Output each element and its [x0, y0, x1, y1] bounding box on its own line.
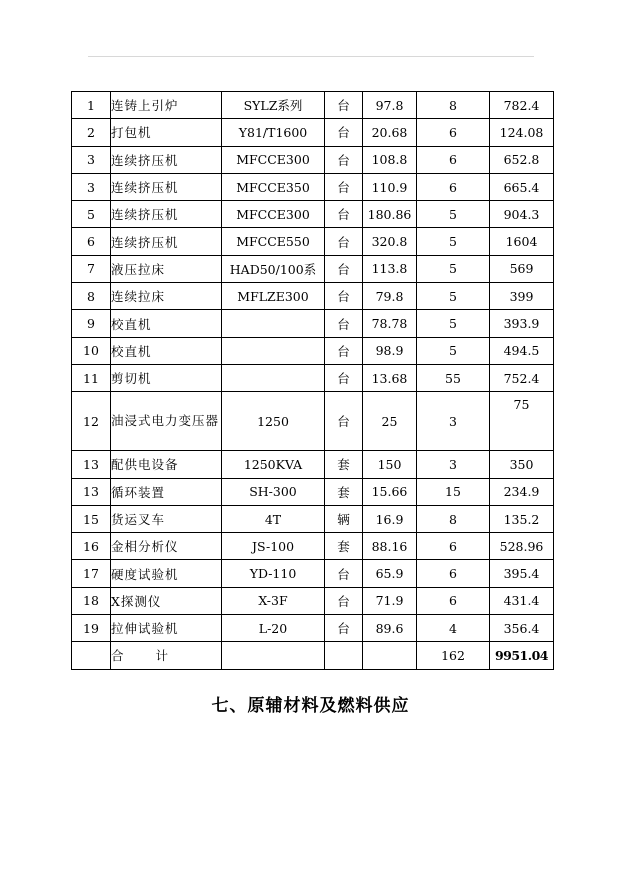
equipment-unit: 台	[325, 255, 363, 282]
equipment-model	[222, 364, 325, 391]
equipment-name: 校直机	[111, 337, 222, 364]
equipment-model: MFLZE300	[222, 283, 325, 310]
row-number: 18	[72, 587, 111, 614]
equipment-name: 金相分析仪	[111, 533, 222, 560]
table-row	[72, 587, 554, 614]
summary-row	[72, 642, 554, 669]
unit-price: 97.8	[363, 92, 417, 119]
row-number: 13	[72, 478, 111, 505]
equipment-unit: 台	[325, 337, 363, 364]
total-amount: 350	[490, 451, 554, 478]
equipment-name: 循环装置	[111, 478, 222, 505]
quantity: 6	[417, 173, 490, 200]
equipment-model: L-20	[222, 615, 325, 642]
unit-price: 88.16	[363, 533, 417, 560]
quantity: 5	[417, 310, 490, 337]
table-row	[72, 255, 554, 282]
unit-price: 78.78	[363, 310, 417, 337]
equipment-unit: 台	[325, 392, 363, 451]
table-row	[72, 283, 554, 310]
equipment-name: 打包机	[111, 119, 222, 146]
equipment-unit: 台	[325, 146, 363, 173]
row-number: 3	[72, 146, 111, 173]
total-amount: 431.4	[490, 587, 554, 614]
total-amount: 904.3	[490, 201, 554, 228]
total-amount: 782.4	[490, 92, 554, 119]
total-amount: 665.4	[490, 173, 554, 200]
quantity: 5	[417, 228, 490, 255]
unit-price: 16.9	[363, 505, 417, 532]
page-header-rule	[88, 56, 534, 57]
quantity: 6	[417, 119, 490, 146]
equipment-model: 4T	[222, 505, 325, 532]
equipment-name: X探测仪	[111, 587, 222, 614]
row-number: 5	[72, 201, 111, 228]
equipment-unit: 套	[325, 478, 363, 505]
table-row	[72, 310, 554, 337]
table-row	[72, 392, 554, 451]
table-row	[72, 533, 554, 560]
equipment-name: 配供电设备	[111, 451, 222, 478]
row-number: 19	[72, 615, 111, 642]
equipment-model: SH-300	[222, 478, 325, 505]
table-row	[72, 364, 554, 391]
total-amount: 124.08	[490, 119, 554, 146]
equipment-unit: 台	[325, 587, 363, 614]
unit-price: 25	[363, 392, 417, 451]
equipment-model: MFCCE550	[222, 228, 325, 255]
quantity: 3	[417, 451, 490, 478]
section-title: 七、原辅材料及燃料供应	[211, 696, 410, 716]
table-row	[72, 451, 554, 478]
table-row	[72, 119, 554, 146]
equipment-model: MFCCE300	[222, 146, 325, 173]
equipment-unit: 台	[325, 119, 363, 146]
row-number: 1	[72, 92, 111, 119]
quantity: 6	[417, 146, 490, 173]
equipment-unit: 台	[325, 92, 363, 119]
row-number: 7	[72, 255, 111, 282]
equipment-model: MFCCE350	[222, 173, 325, 200]
equipment-name: 连铸上引炉	[111, 92, 222, 119]
equipment-name: 拉伸试验机	[111, 615, 222, 642]
summary-blank-cell	[325, 642, 363, 669]
table-row	[72, 505, 554, 532]
equipment-unit: 台	[325, 201, 363, 228]
quantity: 4	[417, 615, 490, 642]
equipment-name: 连续挤压机	[111, 228, 222, 255]
row-number: 2	[72, 119, 111, 146]
unit-price: 20.68	[363, 119, 417, 146]
table-row	[72, 201, 554, 228]
row-number: 17	[72, 560, 111, 587]
row-number: 16	[72, 533, 111, 560]
equipment-unit: 台	[325, 283, 363, 310]
equipment-name: 连续拉床	[111, 283, 222, 310]
equipment-name: 连续挤压机	[111, 173, 222, 200]
table-row	[72, 173, 554, 200]
unit-price: 320.8	[363, 228, 417, 255]
summary-quantity: 162	[417, 642, 490, 669]
equipment-table-body	[72, 92, 554, 670]
row-number: 6	[72, 228, 111, 255]
unit-price: 110.9	[363, 173, 417, 200]
equipment-model: MFCCE300	[222, 201, 325, 228]
quantity: 5	[417, 283, 490, 310]
total-amount: 393.9	[490, 310, 554, 337]
equipment-model: X-3F	[222, 587, 325, 614]
equipment-name: 货运叉车	[111, 505, 222, 532]
unit-price: 180.86	[363, 201, 417, 228]
total-amount: 399	[490, 283, 554, 310]
table-row	[72, 478, 554, 505]
total-amount: 1604	[490, 228, 554, 255]
quantity: 6	[417, 533, 490, 560]
quantity: 5	[417, 201, 490, 228]
row-number: 12	[72, 392, 111, 451]
equipment-model: 1250KVA	[222, 451, 325, 478]
total-amount: 356.4	[490, 615, 554, 642]
total-amount: 75	[490, 392, 554, 451]
quantity: 8	[417, 92, 490, 119]
quantity: 6	[417, 560, 490, 587]
table-row	[72, 337, 554, 364]
summary-blank-cell	[72, 642, 111, 669]
unit-price: 113.8	[363, 255, 417, 282]
quantity: 6	[417, 587, 490, 614]
total-amount: 135.2	[490, 505, 554, 532]
equipment-unit: 台	[325, 560, 363, 587]
table-row	[72, 615, 554, 642]
total-amount: 569	[490, 255, 554, 282]
unit-price: 89.6	[363, 615, 417, 642]
equipment-unit: 台	[325, 228, 363, 255]
equipment-name: 剪切机	[111, 364, 222, 391]
summary-blank-cell	[222, 642, 325, 669]
equipment-unit: 台	[325, 364, 363, 391]
total-amount: 652.8	[490, 146, 554, 173]
summary-label: 合 计	[111, 642, 222, 669]
unit-price: 15.66	[363, 478, 417, 505]
quantity: 3	[417, 392, 490, 451]
unit-price: 98.9	[363, 337, 417, 364]
row-number: 13	[72, 451, 111, 478]
equipment-name: 硬度试验机	[111, 560, 222, 587]
equipment-model	[222, 337, 325, 364]
row-number: 8	[72, 283, 111, 310]
equipment-name: 校直机	[111, 310, 222, 337]
equipment-unit: 套	[325, 451, 363, 478]
equipment-model: 1250	[222, 392, 325, 451]
row-number: 11	[72, 364, 111, 391]
total-amount: 494.5	[490, 337, 554, 364]
quantity: 55	[417, 364, 490, 391]
equipment-model: YD-110	[222, 560, 325, 587]
total-amount: 752.4	[490, 364, 554, 391]
quantity: 5	[417, 337, 490, 364]
unit-price: 108.8	[363, 146, 417, 173]
equipment-unit: 台	[325, 310, 363, 337]
quantity: 8	[417, 505, 490, 532]
row-number: 9	[72, 310, 111, 337]
equipment-name: 连续挤压机	[111, 146, 222, 173]
total-amount: 395.4	[490, 560, 554, 587]
unit-price: 71.9	[363, 587, 417, 614]
unit-price: 65.9	[363, 560, 417, 587]
equipment-name: 液压拉床	[111, 255, 222, 282]
row-number: 10	[72, 337, 111, 364]
equipment-unit: 台	[325, 173, 363, 200]
unit-price: 150	[363, 451, 417, 478]
equipment-model: JS-100	[222, 533, 325, 560]
summary-total: 9951.04	[490, 642, 554, 669]
table-row	[72, 146, 554, 173]
unit-price: 13.68	[363, 364, 417, 391]
equipment-name: 油浸式电力变压器	[111, 392, 222, 451]
quantity: 15	[417, 478, 490, 505]
equipment-table	[71, 91, 554, 670]
equipment-name: 连续挤压机	[111, 201, 222, 228]
equipment-unit: 台	[325, 615, 363, 642]
summary-blank-cell	[363, 642, 417, 669]
equipment-model: HAD50/100系	[222, 255, 325, 282]
equipment-model: SYLZ系列	[222, 92, 325, 119]
table-row	[72, 560, 554, 587]
equipment-unit: 套	[325, 533, 363, 560]
total-amount: 528.96	[490, 533, 554, 560]
table-row	[72, 92, 554, 119]
total-amount: 234.9	[490, 478, 554, 505]
equipment-unit: 辆	[325, 505, 363, 532]
equipment-model: Y81/T1600	[222, 119, 325, 146]
table-row	[72, 228, 554, 255]
row-number: 15	[72, 505, 111, 532]
quantity: 5	[417, 255, 490, 282]
unit-price: 79.8	[363, 283, 417, 310]
equipment-model	[222, 310, 325, 337]
row-number: 3	[72, 173, 111, 200]
